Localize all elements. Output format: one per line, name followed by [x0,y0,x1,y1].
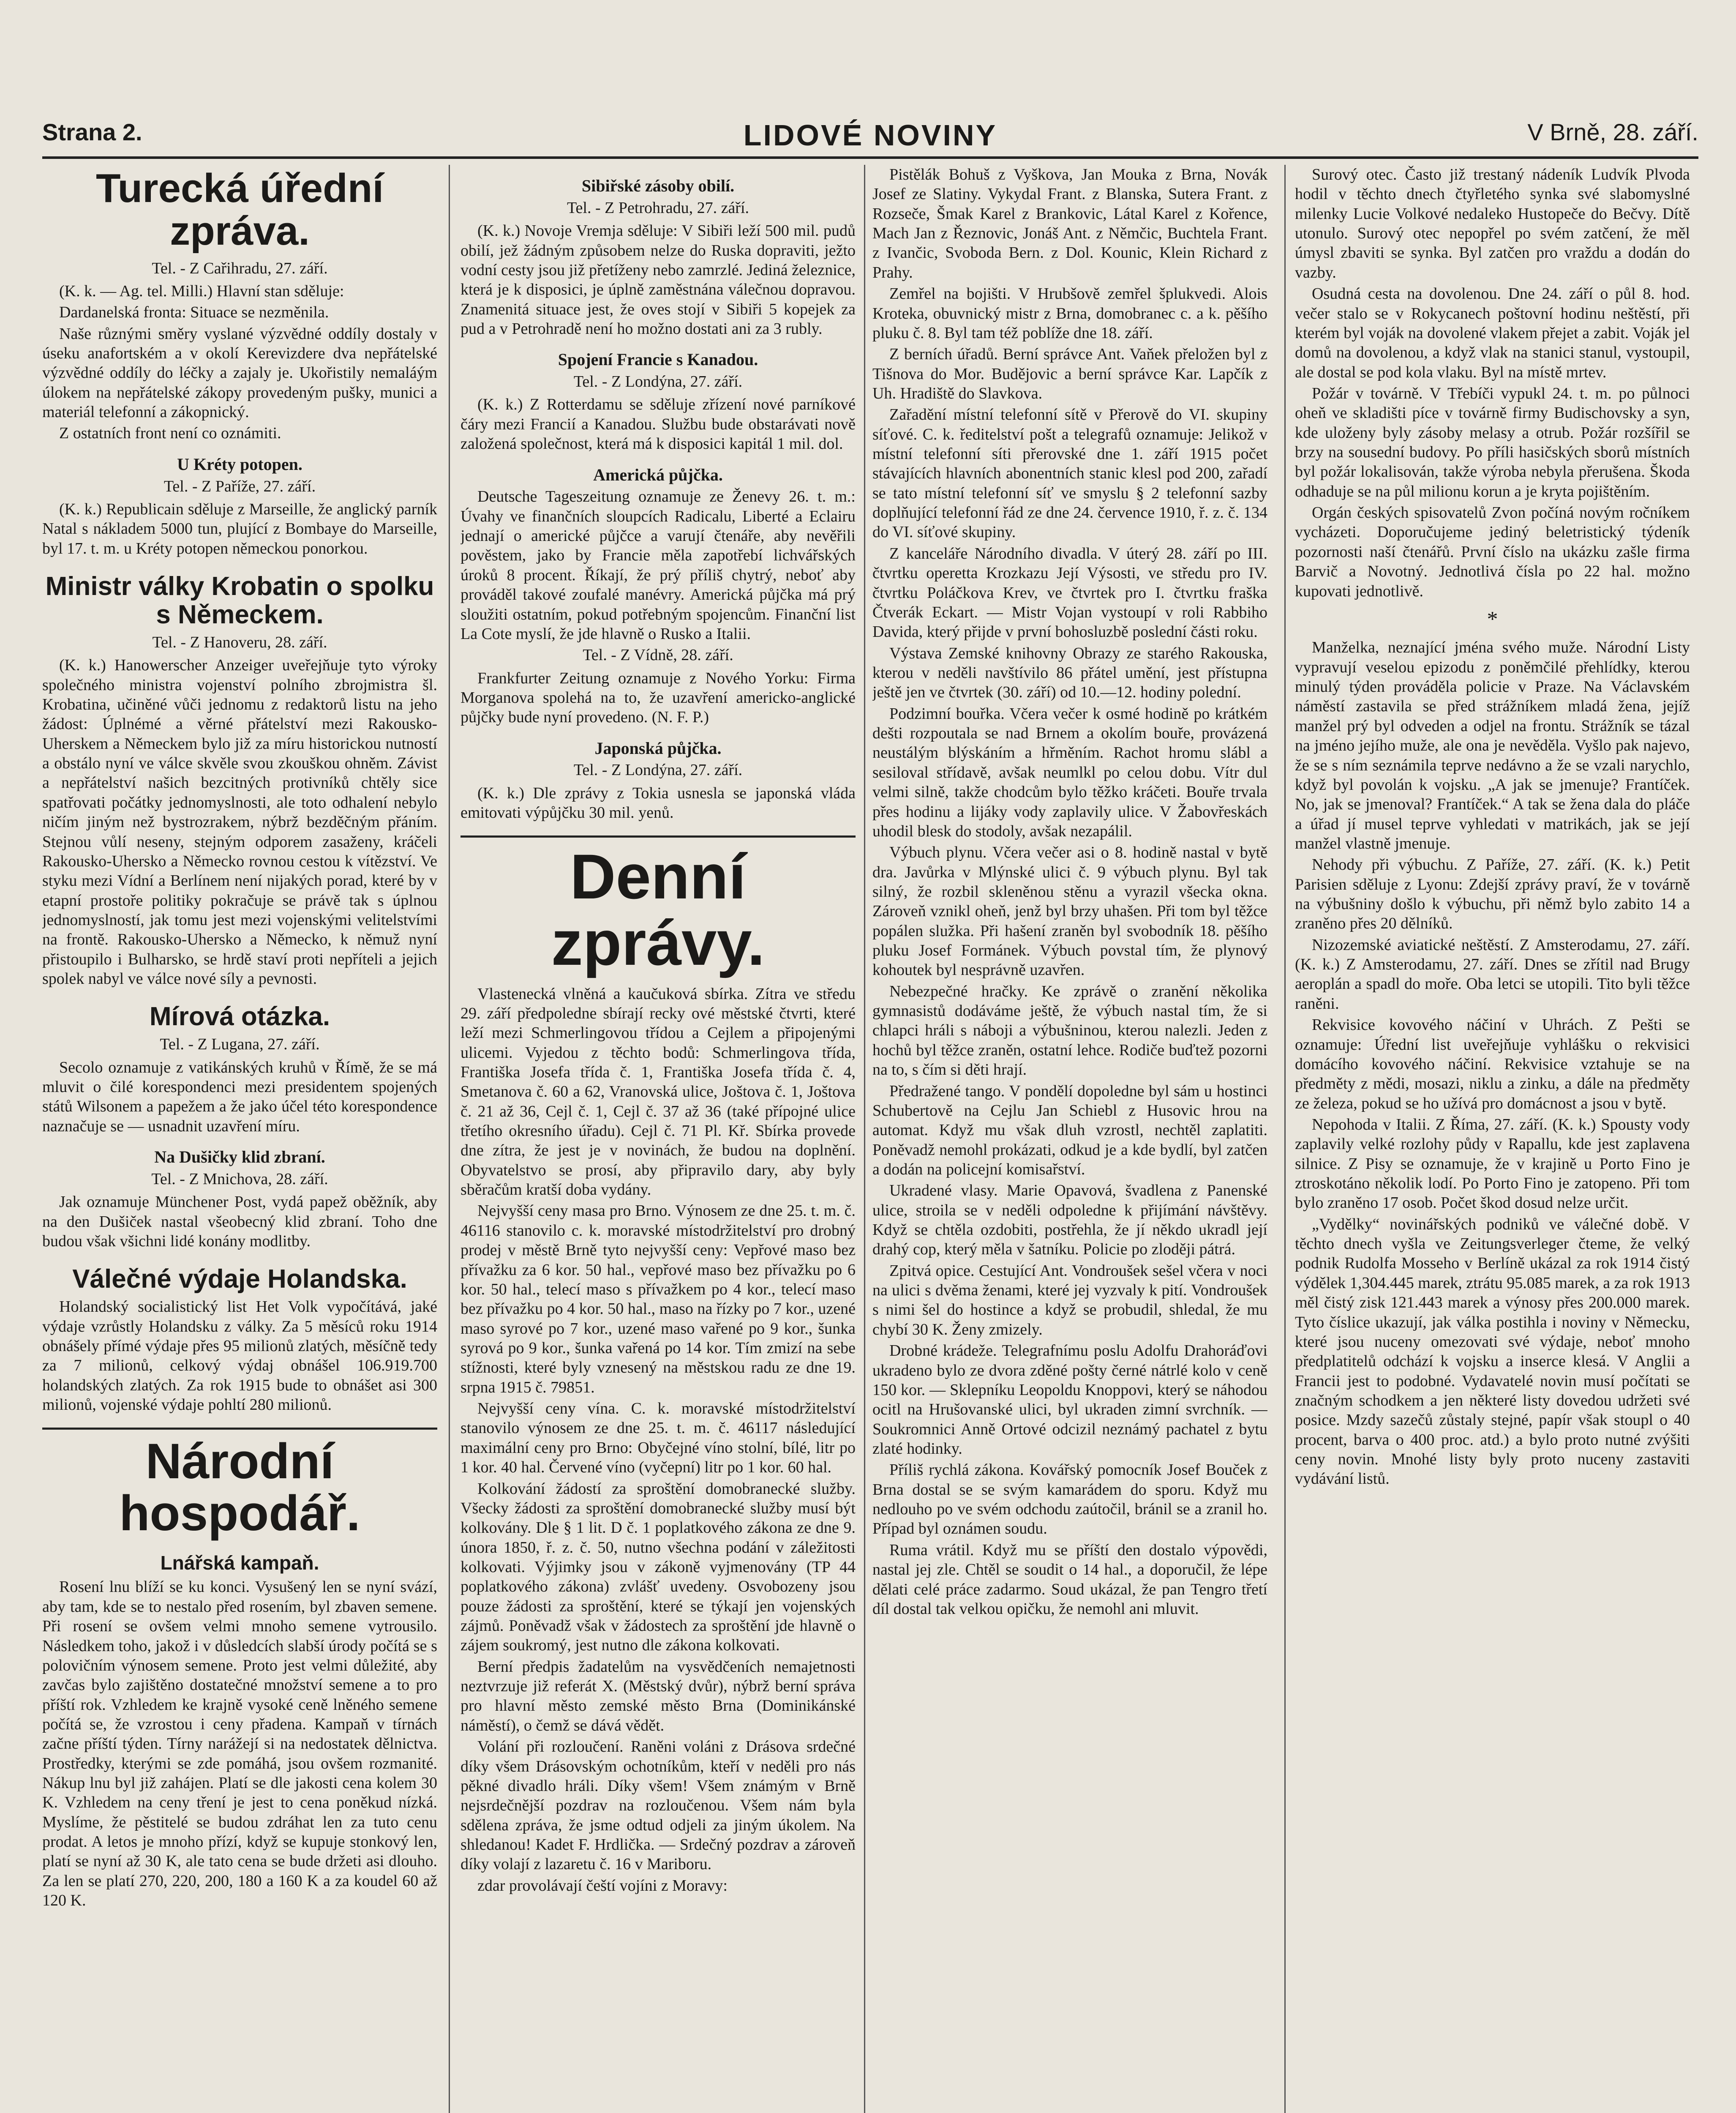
dispatch-line: Tel. - Z Cařihradu, 27. září. [152,259,328,277]
article-paragraph: Kolkování žádostí za sproštění domobranecké služby. Všecky žádosti za sproštění domobranecké služby musí být kolkovány. Dle § 1 lit. D č. 1 poplatkového zákona ze dne 9. února 1850, ř. z. č. 50, nutno všechna podání v záležitosti kolkovati. Výjimky jsou v zákoně vyjmenovány (TP 44 poplatkového zákona) zvlášť uvedeny. Osvobozeny jsou pouze žádosti za sproštění, které se týkají jen vojenských zájmů. Poněvadž však v žádostech za sproštění jde hlavně o zájem soukromý, jest nutno dle zákona kolkovati. [461,1480,856,1654]
masthead [42,110,1698,159]
column-divider [1284,165,1286,2113]
column-3 [872,165,1267,2113]
section-national-economy: Národní hospodář. [42,1428,437,1540]
headline-krobatin: Ministr války Krobatin o spolku s Německem. [45,572,434,630]
article-paragraph: Nepohoda v Italii. Z Říma, 27. září. (K. k.) Spousty vody zaplavily velké rozlohy půdy v Rapallu, kde jest zaplavena silnice. Z Pisy se oznamuje, že v krajině u Porto Fino je ztroskotáno několik lodí. Po Porto Fino je zatopeno. Při tom bylo zraněno 17 osob. Počet škod dosud nelze určit. [1295,1115,1690,1212]
article-paragraph: Podzimní bouřka. Včera večer k osmé hodině po krátkém dešti rozpoutala se nad Brnem a okolím bouře, provázená neustálým blýskáním a hřměním. Rachot hromu slábl a sesiloval střídavě, avšak neumlkl po celou dobu. Vítr dul velmi silně, takže chodcům bylo těžko kráčeti. Bouře trvala přes hodinu a lijáky vody zaplavily ulice. V Žabovřeskách uhodil blesk do stodoly, avšak nezapálil. [872,704,1267,840]
dispatch-line: Tel. - Z Vídně, 28. září. [583,646,733,664]
article-paragraph: Naše různými směry vyslané výzvědné oddíly dostaly v úseku anafortském a v okolí Kerevizdere dva nepřátelské výzvědné oddíly do léčky a zajaly je. Ukořistily nemaláým úlokem na nepřátelské zákopy provedeným pušky, munici a materiál telefonní a zákopnický. [42,325,437,421]
article-paragraph: Předražené tango. V pondělí dopoledne byl sám u hostinci Schubertově na Cejlu Jan Schiebl z Husovic hrou na automat. Když mu však dluh vzrostl, nechtěl zaplatiti. Poněvadž nemohl prokázati, odkud je a kde bydlí, byl zatčen a dodán na policejní komisařství. [872,1082,1267,1178]
article-paragraph: Orgán českých spisovatelů Zvon počíná novým ročníkem vycházeti. Doporučujeme jediný beletristický týdeník pozornosti naší čtenářů. První číslo na ukázku zašle firma Barvič a Novotný. Jednotlivá čísla po 22 hal. možno kupovati jednotlivě. [1295,504,1690,600]
headline-american-loan: Americká půjčka. [593,465,723,484]
article-paragraph: Surový otec. Často již trestaný nádeník Ludvík Plvoda hodil v těchto dnech čtyřletého synka své slabomyslné milenky Lucie Volkové nedaleko Hustopeče do Bečvy. Dítě utonulo. Surový otec nepopřel po svém zatčení, že měl úmysl zbaviti se synka. Byl zatčen pro vraždu a dodán do vazby. [1295,166,1690,281]
article-paragraph: Volání při rozloučení. Raněni voláni z Drásova srdečné díky všem Drásovským ochotníkům, kteří v neděli pro nás pěkné divadlo hráli. Díky všem! Všem známým v Brně nejsrdečnější pozdrav na rozloučenou. Všem nám byla sdělena zpráva, že jsme odtud odjeli za jiným úkolem. Na shledanou! Kadet F. Hrdlička. — Srdečný pozdrav a zároveň díky volají z lazaretu č. 16 v Mariboru. [461,1738,856,1873]
article-paragraph: Rosení lnu blíží se ku konci. Vysušený len se nyní svází, aby tam, kde se to nestalo před rosením, byl zbaven semene. Při rosení se ovšem velmi mnoho semene vytrousilo. Následkem toho, jakož i v důsledcích slabší úrody počítá se s polovičním výnosem semene. Proto jest velmi důležité, aby zavčas bylo zajištěno dostatečné množství semene a to pro příští rok. Vzhledem ke krajně vysoké ceně lněného semene počítá se, že vzrostou i ceny přadena. Kampaň v tírnách začne příští týden. Tírny narážejí si na nedostatek dělnictva. Prostředky, kterými se zde pomáhá, jsou ovšem rozmanité. Nákup lnu byl již zahájen. Platí se dle jakosti cena kolem 30 K. Vzhledem na ceny tření je jest to cena poněkud nízká. Myslíme, že pěstitelé se budou zdráhat len za tuto cenu prodat. A letos je mnoho přízí, když se kupuje stonkový len, platí se nyní až 30 K, ale tato cena se bude držeti asi dlouho. Za len se platí 270, 220, 200, 180 a 160 K a za koudel 60 až 120 K. [42,1578,437,1910]
article-paragraph: Z berních úřadů. Berní správce Ant. Vaňek přeložen byl z Tišnova do Mor. Budějovic a berní správce Kar. Lapčík z Uh. Hradiště do Slavkova. [872,345,1267,402]
article-paragraph: Ruma vrátil. Když mu se příští den dostalo výpovědi, nastal jej zle. Chtěl se soudit o 14 hal., a doporučil, že lépe dělati celé práce zadarmo. Soud ukázal, že pan Tengro třetí díl dostal tak velkou opičku, že nemohl ani mluvit. [872,1541,1267,1618]
section-separator: * [1487,607,1498,631]
article-paragraph: (K. k. — Ag. tel. Milli.) Hlavní stan sděluje: [59,282,344,300]
article-paragraph: „Vydělky“ novinářských podniků ve válečné době. V těchto dnech vyšla ve Zeitungsverleger čteme, že velký podnik Rudolfa Mosseho v Berlíně ukázal za rok 1914 čistý výdělek 1,304.445 marek, ztrátu 95.085 marek, a za rok 1913 měl čistý zisk 121.443 marek a výnosy přes 200.000 marek. Tyto číslice ukazují, jak válka postihla i noviny v Německu, které jsou nuceny omezovati své výdaje, neboť mnoho předplatitelů odchází k vojsku a inserce klesá. V Anglii a Francii jest to podobné. Vydavatelé novin musí počítati se značným schodkem a jen některé listy dovedou udržeti své posice. Mzdy sazečů zůstaly stejné, papír však stoupl o 40 procent, barva o 400 proc. atd.) a bylo proto nutné zvýšiti ceny novin. Mnohé listy byly proto nuceny zastaviti vydávání listů. [1295,1215,1690,1488]
article-paragraph: Frankfurter Zeitung oznamuje z Nového Yorku: Firma Morganova spolehá na to, že uzavření americko-anglické půjčky bude nyní provedeno. (N. F. P.) [461,669,856,726]
dispatch-line: Tel. - Z Londýna, 27. září. [573,761,743,779]
article-paragraph: Vlastenecká vlněná a kaučuková sbírka. Zítra ve středu 29. září předpoledne sbírají recky ové městské čtvrti, které leží mezi Schmerlingovou třídou a Cejlem a připojenými ulicemi. Vyjedou z těchto bodů: Schmerlingova třída, Františka Josefa třída č. 1, Františka Josefa třída č. 4, Smetanova č. 60 a 62, Vranovská ulice, Joštova č. 1, Joštova č. 21 až 36, Cejl č. 1, Cejl č. 37 až 36 (také přípojné ulice třetího okresního úřadu). Cejl č. 71 Pl. Kř. Sbírka provede dne zítra, že jest je v novinách, že budou na doplnění. Obyvatelstvo se prosí, aby připravilo dary, aby byly sběračům kratší doba vydány. [461,985,856,1199]
dispatch-line: Tel. - Z Mnichova, 28. září. [151,1170,328,1188]
article-paragraph: (K. k.) Dle zprávy z Tokia usnesla se japonská vláda emitovati výpůjčku 30 mil. yenů. [461,784,856,822]
headline-flax-campaign: Lnářská kampaň. [160,1552,319,1574]
article-paragraph: (K. k.) Z Rotterdamu se sděluje zřízení nové parníkové čáry mezi Francií a Kanadou. Službu bude obstarávati nově založená společnost, která má k disposici kapitál 1 mil. dol. [461,396,856,453]
dateline: V Brně, 28. září. [1527,119,1698,145]
article-paragraph: Výbuch plynu. Včera večer asi o 8. hodině nastal v bytě dra. Javůrka v Mlýnské ulici č. 9 výbuch plynu. Byl tak silný, že rozbil skleněnou stěnu a vyrazil všecka okna. Zároveň vznikl oheň, jenž byl brzy uhašen. Při tom byl těžce popálen služka. Při hašení zraněn byl svobodník 18. pěšího pluku Josef Formánek. Výbuch povstal tím, že plynový kohoutek byl nesprávně uzavřen. [872,844,1267,979]
article-paragraph: Z kanceláře Národního divadla. V úterý 28. září po III. čtvrtku operetta Krozkazu Její Výsosti, ve středu pro IV. čtvrtku Poláčkova Krev, ve čtvrtek pro I. čtvrtku fraška Čtverák Eckart. — Mistr Vojan vystoupí v roli Rabbiho Davida, který přijde v první bohosluzbě poslední části roku. [872,544,1267,641]
headline-japanese-loan: Japonská půjčka. [594,738,722,758]
dispatch-line: Tel. - Z Londýna, 27. září. [573,373,743,391]
column-divider [449,165,450,2113]
article-paragraph: Manželka, neznající jména svého muže. Národní Listy vypravují veselou epizodu z poněmčilé přehlídky, kterou minulý týden prováděla policie v Praze. Na Václavském náměstí zastavila se před strážníkem mladá žena, jejíž manžel prý byl odveden a odjel na frontu. Strážník se tázal na jméno jejího muže, ale ona je nevěděla. Vyšlo pak najevo, že se s ním seznámila teprve nedávno a že se vzali narychlo, když byl povolán k vojsku. „A jak se jmenuje? Frantíček. No, jak se jmenoval? Frantíček.“ A tak se žena dala do pláče a úřad jí musel teprve vyhledati v matrikách, jak se její manžel vlastně jmenuje. [1295,639,1690,852]
article-paragraph: (K. k.) Hanowerscher Anzeiger uveřejňuje tyto výroky společného ministra vojenství polního zbrojmistra šl. Krobatina, učiněné vůči jednomu z redaktorů listu na jeho žádost: Úplnémé a věrné přátelství mezi Rakousko-Uherskem a Německem bylo již za míru historickou nutností a obstálo nyní ve válce skvěle svou zkouškou ohněm. Závist a nepřátelství našich bezcitných protivníků chtěly sice spatřovati počátky jednomyslnosti, ale toto odhalení nebylo ničím jiným než bystrozrakem, nýbrž bezděčným přáním. Stejnou vůlí neseny, stejným odporem zasaženy, kráčeli Rakousko-Uhersko a Německo rovnou cestou k vítězství. Ve styku mezi Vídní a Berlínem není nijakých porad, které by v etapní prostoře politiky pokračuje se právě tak s úplnou jednomyslností, jak tomu jest mezi vojenskými velitelstvími na frontě. Rakousko-Uhersko a Německo, k němuž nyní přistoupilo i Bulharsko, se hrdě staví proti nepříteli a jejich spolek nabyl ve válce nové síly a pevnosti. [42,656,437,988]
headline-siberia-grain: Sibiřské zásoby obilí. [581,176,735,195]
dispatch-line: Tel. - Z Petrohradu, 27. září. [567,199,749,217]
article-paragraph: Nejvyšší ceny masa pro Brno. Výnosem ze dne 25. t. m. č. 46116 stanovilo c. k. moravské místodržitelství pro drobný prodej v městě Brně tyto nejvyšší ceny: Vepřové maso bez přívažku za 6 kor. 50 hal., vepřové maso bez přívažku po 6 kor. 50 hal., telecí maso s přívažkem po 4 kor., telecí maso bez přívažku po 4 kor. 50 hal., maso na řízky po 7 kor., uzené maso syrové po 7 kor., uzené maso vařené po 9 kor., šunka syrová po 9 kor., šunka vařená po 14 kor. Tím zmizí na sebe stížnosti, které byly vznesený na městskou radu ze dne 19. srpna 1915 č. 79851. [461,1202,856,1396]
headline-peace-question: Mírová otázka. [149,1002,330,1032]
headline-crete: U Kréty potopen. [177,454,303,474]
column-divider [864,165,865,2113]
article-paragraph: Deutsche Tageszeitung oznamuje ze Ženevy 26. t. m.: Úvahy ve finančních sloupcích Radicalu, Liberté a Eclairu jednají o americké půjčce a varují čtenáře, aby nevěřili pověstem, jako by Francie měla zapotřebí lichvářských úroků 8 procent. Říkají, že prý příliš chytrý, neboť aby prováděl takové zoufalé manévry. Americká půjčka má prý sloužiti ostatním, pokud potřebným spojencům. Finanční list La Cote myslí, že jde hlavně o Rusko a Italii. [461,488,856,643]
headline-holland-expenses: Válečné výdaje Holandska. [72,1264,407,1294]
article-paragraph: Nebezpečné hračky. Ke zprávě o zranění několika gymnasistů dodáváme ještě, že výbuch nastal tím, že si chlapci hráli s náboji a výbušninou, kterou nalezli. Jeden z hochů byl těžce zraněn, ostatní lehce. Rodiče buďtež pozorni na to, s čím si děti hrají. [872,982,1267,1079]
article-paragraph: Drobné krádeže. Telegrafnímu poslu Adolfu Drahoráďovi ukradeno bylo ze dvora zděné pošty černé nátrlé kolo v ceně 150 kor. — Sklepníku Leopoldu Knoppovi, který se náhodou ocitl na Hrušovanské ulici, byl ukraden zimní svrchník. — Soukromnici Anně Ortové odcizil neznámý pachatel z bytu zlaté hodinky. [872,1342,1267,1458]
article-paragraph: Požár v továrně. V Třebíči vypukl 24. t. m. po půlnoci oheň ve skladišti píce v továrně firmy Budischovsky a syn, kde uloženy byly zásoby melasy a otrub. Požár rozšířil se brzy na sousední budovy. Po příli hasičských sborů místních byl požár lokalisován, takže výroba nebyla přerušena. Škoda odhaduje se na půl milionu korun a je kryta pojištěním. [1295,384,1690,500]
column-1 [42,165,437,2113]
article-paragraph: Výstava Zemské knihovny Obrazy ze starého Rakouska, kterou v neděli navštívilo 86 přátel umění, jest přístupna ještě jen ve čtvrtek (30. září) od 10.—12. hodiny polední. [872,644,1267,702]
column-4 [1295,165,1690,2113]
article-paragraph: Holandský socialistický list Het Volk vypočítává, jaké výdaje vzrůstly Holandsku z války. Za 5 měsíců roku 1914 obnášely přímé výdaje přes 95 milionů zlatých, měsíčně tedy za 7 milionů, celkový výdaj obnášel 106.919.700 holandských zlatých. Za rok 1915 bude to obnášet asi 300 milionů, vojenské výdaje pohltí 280 milionů. [42,1298,437,1414]
article-paragraph: Osudná cesta na dovolenou. Dne 24. září o půl 8. hod. večer stalo se v Rokycanech poštovní hodinu neštěstí, při kterém byl voják na dovolené vlakem přejet a zabit. Voják jel domů na dovolenou, a když vlak na stanici stanul, vystoupil, ale dostal se pod kola vlaku. Byl na místě mrtev. [1295,285,1690,381]
article-paragraph: Nizozemské aviatické neštěstí. Z Amsterodamu, 27. září. (K. k.) Z Amsterodamu, 27. září. Dnes se zřítil nad Brugy aeroplán a spadl do moře. Oba letci se utopili. Tito byli těžce raněni. [1295,936,1690,1013]
article-paragraph: zdar provolávají čeští vojíni z Moravy: [477,1876,728,1895]
page-number: Strana 2. [42,119,142,145]
article-paragraph: Zemřel na bojišti. V Hrubšově zemřel šplukvedi. Alois Kroteka, obuvnický mistr z Brna, domobranec c. a k. pěšího pluku č. 8. Byl tam též poblíže dne 18. září. [872,285,1267,342]
article-paragraph: Zpitvá opice. Cestující Ant. Vondroušek sešel včera v noci na ulici s dvěma ženami, které jej vyzvaly k pití. Vondroušek s nimi šel do hostince a když se probudil, shledal, že mu chybí 30 K. Ženy zmizely. [872,1261,1267,1338]
article-paragraph: Secolo oznamuje z vatikánských kruhů v Římě, že se má mluvit o čilé korespondenci mezi presidentem spojených států Wilsonem a papežem a že jako účel této korespondence naznačuje se — usnadnit uzavření míru. [42,1058,437,1135]
newspaper-title: LIDOVÉ NOVINY [743,119,997,152]
article-paragraph: Rekvisice kovového náčiní v Uhrách. Z Pešti se oznamuje: Úřední list uveřejňuje vyhlášku o rekvisici domácího kovového náčiní. Rekvisice vztahuje se na předměty z mědi, mosazi, niklu a zinku, a dále na předměty ze železa, pokud se ho užívá pro domácnost a jsou v bytě. [1295,1016,1690,1112]
dispatch-line: Tel. - Z Hanoveru, 28. září. [152,633,327,651]
headline-france-canada: Spojení Francie s Kanadou. [558,350,758,369]
article-paragraph: Nehody při výbuchu. Z Paříže, 27. září. (K. k.) Petit Parisien sděluje z Lyonu: Zdejší zprávy praví, že v továrně na výbušniny došlo k výbuchu, při němž bylo zabito 14 a zraněno přes 20 dělníků. [1295,856,1690,933]
dispatch-line: Tel. - Z Paříže, 27. září. [164,477,316,495]
article-paragraph: Dardanelská fronta: Situace se nezměnila. [59,303,329,322]
headline-turkish-report: Turecká úřední zpráva. [95,166,384,254]
article-paragraph: Příliš rychlá zákona. Kovářský pomocník Josef Bouček z Brna dostal se se svým kamarádem do sporu. Když mu nedlouho po ve svém odchodu zaútočil, bránil se a zranil ho. Případ byl oznámen soudu. [872,1461,1267,1538]
article-paragraph: Z ostatních front není co oznámiti. [59,424,281,442]
article-paragraph: (K. k.) Novoje Vremja sděluje: V Sibiři leží 500 mil. pudů obilí, jež žádným způsobem nelze do Ruska dopraviti, ježto vodní cesty jsou již přetíženy nebo zamrzlé. Jediná železnice, která je k disposici, je úplně zaměstnána válečnou dopravou. Znamenitá situace jest, že oves stojí v Sibiři 5 kopejek za pud a v Petrohradě není ho možno dostati ani za 3 rubly. [461,222,856,338]
article-paragraph: Berní předpis žadatelům na vysvědčeních nemajetnosti neztvrzuje již referát X. (Městský dvůr), nýbrž berní správa pro hlavní město zemské město Brna (Dominikánské náměstí), o čemž se dává vědět. [461,1657,856,1734]
article-paragraph: Zařadění místní telefonní sítě v Přerově do VI. skupiny síťové. C. k. ředitelství pošt a telegrafů oznamuje: Jelikož v místní telefonní síti přerovské dne 1. září 1915 počet stávajících hlavních abonentních stanic klesl pod 200, zařadí se tato místní telefonní síť ve smyslu § 2 telefonní sazby doplňující telefonní řád ze dne 24. července 1910, ř. z. č. 134 do VI. síťové skupiny. [872,406,1267,541]
dispatch-line: Tel. - Z Lugana, 27. září. [160,1035,320,1054]
article-paragraph: Jak oznamuje Münchener Post, vydá papež oběžník, aby na den Dušiček nastal všeobecný klid zbraní. Toho dne budou však všichni lidé konány modlitby. [42,1193,437,1250]
article-paragraph: (K. k.) Republicain sděluje z Marseille, že anglický parník Natal s nákladem 5000 tun, plující z Bombaye do Marseille, byl 17. t. m. u Kréty potopen německou ponorkou. [42,500,437,557]
section-daily-news: Denní zprávy. [461,835,856,977]
article-paragraph: Ukradené vlasy. Marie Opavová, švadlena z Panenské ulice, stroila se v neděli odpoledne k přijímání návštěvy. Když se chtěla ozdobiti, postřehla, že jí někdo ukradl její drahý cop, který měla v šatníku. Policie po zloději pátrá. [872,1182,1267,1259]
headline-all-souls: Na Dušičky klid zbraní. [154,1147,325,1167]
column-2 [461,165,856,2113]
article-paragraph: Nejvyšší ceny vína. C. k. moravské místodržitelství stanovilo výnosem ze dne 25. t. m. č. 46117 následující maximální ceny pro Brno: Obyčejné víno stolní, bílé, litr po 1 kor. 40 hal. Červené víno (vyčepní) litr po 1 kor. 60 hal. [461,1400,856,1477]
article-paragraph: Pistělák Bohuš z Vyškova, Jan Mouka z Brna, Novák Josef ze Slatiny. Vykydal Frant. z Blanska, Sutera Frant. z Rozseče, Šmak Karel z Brankovic, Látal Karel z Kořence, Mach Jan z Řeznovic, Jonáš Ant. z Němčic, Buchtela Frant. z Ivančic, Svoboda Bern. z Dol. Kounic, Klein Richard z Prahy. [872,166,1267,281]
